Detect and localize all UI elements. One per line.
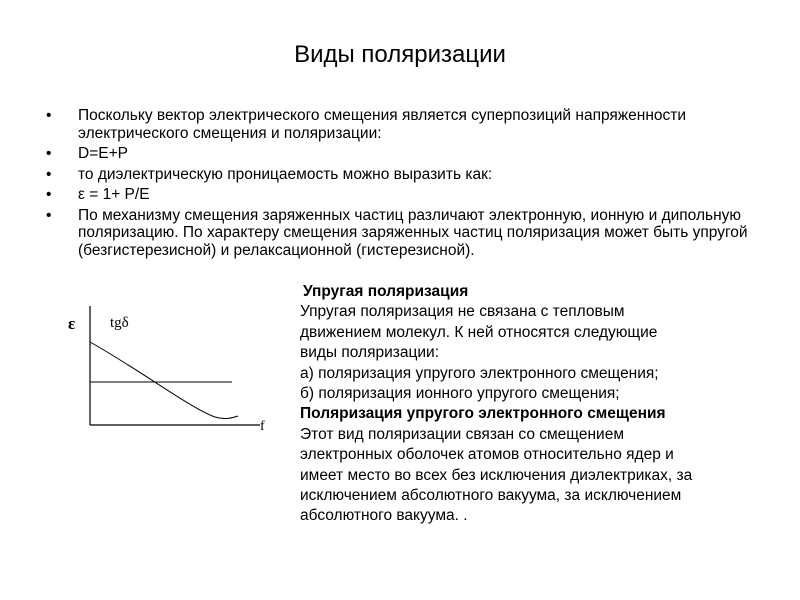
bullet-text: Поскольку вектор электрического смещения является суперпозиций напряженности электрического смещения и поляризации:: [78, 107, 687, 142]
text-line: а) поляризация упругого электронного смещения;: [300, 364, 659, 382]
bullet-text: то диэлектрическую проницаемость можно выразить как:: [78, 165, 493, 183]
x-axis-label: f: [260, 419, 265, 434]
bullet-dot: •: [46, 145, 52, 162]
text-line: абсолютного вакуума. .: [300, 507, 468, 525]
bullet-item: [46, 145, 766, 163]
bullet-dot: •: [46, 186, 52, 203]
bullet-text: По механизму смещения заряженных частиц различают электронную, ионную и дипольную поляризацию. По характеру смещения заряженных частиц поляризация может быть упругой (безгистерезисной) и релаксационной (гистерезисной).: [78, 206, 748, 259]
bullet-item: [46, 107, 766, 142]
text-line: исключением абсолютного вакуума, за исключением: [300, 487, 682, 505]
bullet-text: ε = 1+ P/E: [78, 186, 150, 203]
text-line: электронных оболочек атомов относительно ядер и: [300, 446, 674, 464]
y-axis-label: ε: [68, 314, 76, 333]
bullet-dot: •: [46, 165, 52, 183]
bullet-dot: •: [46, 206, 52, 224]
text-line: имеет место во всех без исключения диэлектриках, за: [300, 466, 693, 484]
bullet-item: [46, 186, 766, 204]
text-line: б) поляризация ионного упругого смещения;: [300, 385, 620, 403]
curve-label: tgδ: [110, 315, 129, 331]
bullet-item: [46, 166, 766, 184]
slide-title: Виды поляризации: [294, 41, 506, 68]
bullet-item: [46, 207, 766, 260]
text-line: Упругая поляризация не связана с тепловым: [300, 303, 625, 321]
tg-delta-curve: [90, 342, 238, 419]
section-heading: Упругая поляризация: [303, 283, 469, 300]
section-subheading: Поляризация упругого электронного смещения: [300, 405, 666, 423]
bullet-list: [46, 107, 766, 262]
text-line: Этот вид поляризации связан со смещением: [300, 425, 624, 443]
elastic-polarization-section: [300, 282, 770, 527]
bullet-dot: •: [46, 107, 52, 124]
polarization-graph: [60, 300, 280, 440]
text-line: виды поляризации:: [300, 344, 440, 362]
bullet-text: D=E+P: [78, 145, 128, 162]
text-line: движением молекул. К ней относятся следующие: [300, 323, 658, 341]
